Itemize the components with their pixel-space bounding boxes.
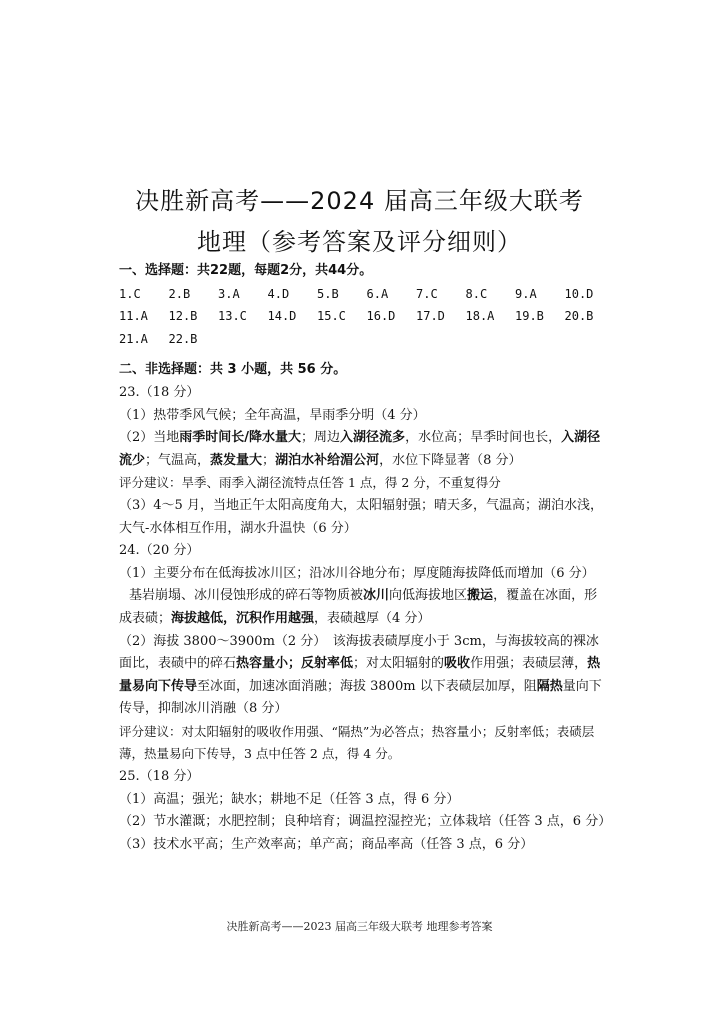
q24-answer-1-explanation: 基岩崩塌、冰川侵蚀形成的碎石等物质被冰川向低海拔地区搬运，覆盖在冰面，形成表碛；海拔越低，沉积作用越强，表碛越厚（4 分）: [119, 588, 598, 626]
q23-scoring-note: 评分建议：旱季、雨季入湖径流特点任答 1 点，得 2 分，不重复得分: [119, 475, 501, 491]
question-25-label: 25.（18 分）: [119, 769, 200, 785]
page-subtitle: 地理（参考答案及评分细则）: [197, 228, 522, 256]
q25-answer-3: （3）技术水平高；生产效率高；单产高；商品率高（任答 3 点，6 分）: [119, 836, 534, 852]
key-point: 雨季时间长/降水量大: [179, 430, 302, 446]
key-point: 海拔越低，沉积作用越强: [171, 610, 315, 626]
mc-answer: 19.B: [515, 309, 544, 324]
answer-content: [119, 260, 612, 856]
key-point: 蒸发量大: [210, 452, 263, 468]
page-footer: 决胜新高考——2023 届高三年级大联考 地理参考答案: [226, 920, 493, 933]
mc-answers-row-1: [119, 283, 609, 306]
mc-answer: 16.D: [366, 309, 396, 324]
mc-answer: 5.B: [317, 286, 339, 301]
mc-answer: 15.C: [317, 309, 346, 324]
mc-answer: 7.C: [416, 286, 438, 301]
key-point: 吸收: [444, 656, 471, 672]
mc-answer: 6.A: [366, 286, 389, 301]
mc-answer: 2.B: [168, 286, 191, 301]
section2-heading: 二、非选择题：共 3 小题，共 56 分。: [119, 362, 347, 378]
mc-answer: 1.C: [119, 286, 141, 301]
mc-answer: 14.D: [267, 309, 297, 324]
key-point: 热量易向下传导: [119, 656, 601, 694]
mc-answers-row-3: [119, 328, 609, 351]
mc-answer: 3.A: [218, 286, 240, 301]
mc-answer: 21.A: [119, 331, 148, 346]
mc-answer: 4.D: [267, 286, 290, 301]
key-point: 隔热: [536, 678, 563, 694]
key-point: 入湖径流少: [119, 430, 601, 468]
mc-answer: 22.B: [168, 331, 198, 346]
mc-answer: 10.D: [564, 286, 594, 301]
page-title: 决胜新高考——2024 届高三年级大联考: [135, 187, 584, 215]
q23-answer-1: （1）热带季风气候；全年高温，旱雨季分明（4 分）: [119, 407, 426, 423]
q25-answer-2: （2）节水灌溉；水肥控制；良种培育；调温控湿控光；立体栽培（任答 3 点，6 分）: [119, 814, 612, 830]
key-point: 湖泊水补给湄公河: [275, 452, 380, 468]
q25-answer-1: （1）高温；强光；缺水；耕地不足（任答 3 点，得 6 分）: [119, 791, 460, 807]
mc-answer: 8.C: [465, 286, 488, 301]
mc-answer: 18.A: [465, 309, 495, 324]
question-23-label: 23.（18 分）: [119, 384, 200, 400]
mc-answer: 17.D: [416, 309, 445, 324]
mc-answer: 13.C: [218, 309, 247, 324]
question-24-label: 24.（20 分）: [119, 543, 200, 559]
mc-answer: 12.B: [168, 309, 198, 324]
q24-answer-2: （2）海拔 3800～3900m（2 分） 该海拔表碛厚度小于 3cm，与海拔较高的裸冰面比，表碛中的碎石热容量小；反射率低；对太阳辐射的吸收作用强；表碛层薄，热量易向下传导至冰面，加速冰面消融；海拔 3800m 以下表碛层加厚，阻隔热量向下传导，抑制冰川消融（8 分）: [119, 633, 602, 717]
mc-answers-row-2: [119, 305, 609, 328]
key-point: 入湖径流多: [340, 430, 406, 446]
key-point: 冰川: [363, 588, 390, 604]
q24-answer-1: （1）主要分布在低海拔冰川区；沿冰川谷地分布；厚度随海拔降低而增加（6 分）: [119, 565, 595, 581]
mc-answer: 11.A: [119, 309, 148, 324]
mc-answer: 9.A: [515, 286, 537, 301]
q23-answer-2: （2）当地雨季时间长/降水量大；周边入湖径流多，水位高；旱季时间也长，入湖径流少；气温高，蒸发量大；湖泊水补给湄公河，水位下降显著（8 分）: [119, 430, 601, 468]
key-point: 搬运: [467, 588, 494, 604]
key-point: 热容量小；反射率低: [236, 656, 354, 672]
mc-answer: 20.B: [564, 309, 594, 324]
q23-answer-3: （3）4～5 月，当地正午太阳高度角大，太阳辐射强；晴天多，气温高；湖泊水浅，大气-水体相互作用，湖水升温快（6 分）: [119, 497, 603, 536]
q24-scoring-note: 评分建议：对太阳辐射的吸收作用强、“隔热”为必答点；热容量小；反射率低；表碛层薄，热量易向下传导，3 点中任答 2 点，得 4 分。: [119, 723, 595, 762]
section1-heading: 一、选择题：共22题，每题2分，共44分。: [119, 263, 373, 278]
